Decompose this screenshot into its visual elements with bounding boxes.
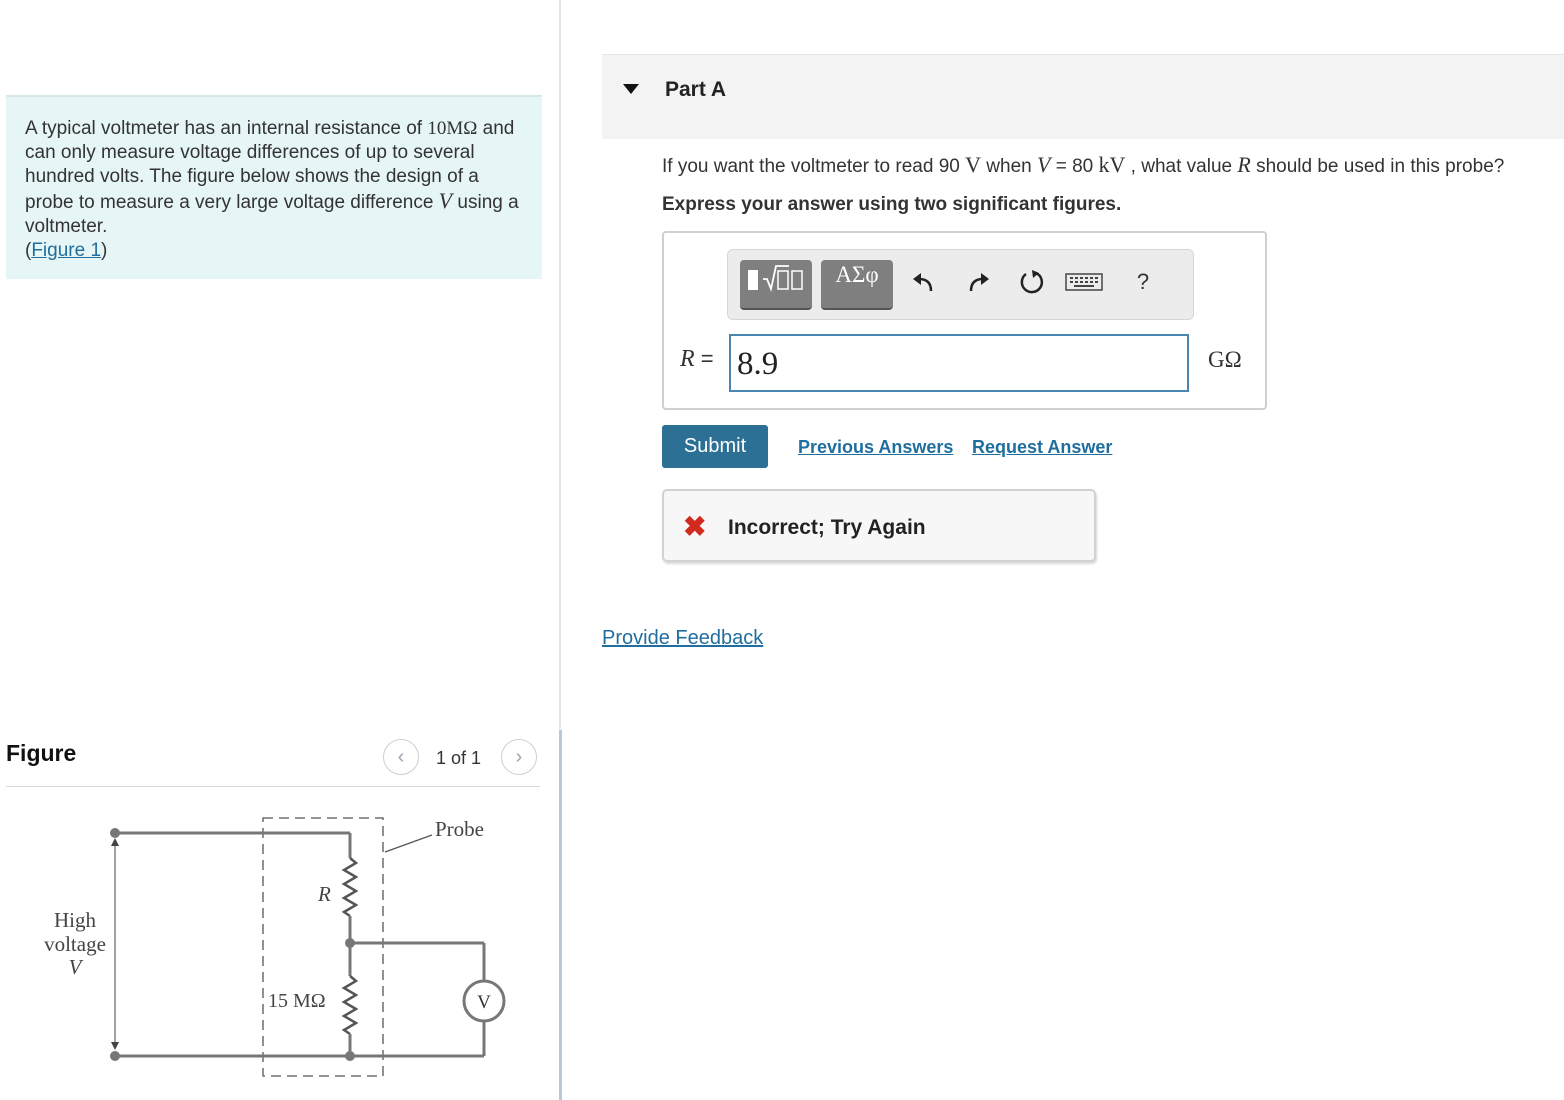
probe-boundary: [263, 818, 383, 1076]
undo-icon[interactable]: [910, 268, 936, 296]
probe-label: Probe: [435, 817, 484, 841]
panel-resize-handle[interactable]: [559, 730, 562, 1100]
instruction-text: Express your answer using two significant figures.: [662, 194, 1122, 215]
part-title[interactable]: Part A: [665, 78, 727, 101]
figure-link-open: (: [25, 240, 32, 261]
chevron-right-icon: ›: [515, 745, 523, 768]
help-button[interactable]: ?: [1136, 269, 1150, 294]
voltage-arrow-bottom: [111, 1042, 119, 1050]
problem-intro: [6, 95, 542, 279]
figure-title: Figure: [6, 740, 77, 766]
answer-label: [680, 346, 714, 373]
question-part: If you want the voltmeter to read 90: [662, 156, 966, 177]
greek-symbols-button[interactable]: ΑΣφ: [821, 260, 893, 310]
intro-text-2: and can only measure voltage differences of up to several hundred volts. The figure below shows the design of a probe to measure a very large voltage difference: [25, 118, 515, 213]
question-unit-v: V: [965, 152, 981, 177]
resistor-fixed-label: 15 MΩ: [268, 990, 326, 1012]
reset-icon[interactable]: [1019, 268, 1045, 296]
probe-leader: [385, 835, 432, 852]
question-var-r: R: [1237, 152, 1251, 177]
previous-answers-link[interactable]: Previous Answers: [798, 437, 954, 457]
templates-button[interactable]: [740, 260, 812, 310]
question-unit-kv: kV: [1098, 152, 1126, 177]
caret-down-icon[interactable]: [623, 84, 639, 94]
voltage-arrow-top: [111, 838, 119, 846]
figure-prev-button[interactable]: [383, 739, 419, 775]
figure-divider: [6, 786, 540, 787]
bottom-terminal: [110, 1051, 120, 1061]
figure-count: 1 of 1: [436, 748, 482, 768]
question-var-v: V: [1036, 152, 1051, 177]
answer-unit: GΩ: [1208, 347, 1242, 372]
submit-button[interactable]: Submit: [662, 425, 768, 468]
bottom-node: [345, 1051, 355, 1061]
answer-label-eq: =: [694, 346, 714, 371]
templates-icon: [745, 262, 807, 294]
part-a-header[interactable]: [602, 54, 1564, 139]
voltage-var-label: V: [68, 955, 82, 979]
question-part: should be used in this probe?: [1250, 156, 1505, 177]
voltmeter-label: V: [477, 992, 491, 1013]
resistor-r: [344, 858, 356, 916]
answer-input[interactable]: [729, 334, 1189, 392]
intro-text: A typical voltmeter has an internal resistance of: [25, 118, 428, 139]
resistor-r-label: R: [318, 882, 331, 906]
figure-link-close: ): [101, 240, 108, 261]
question-part: when: [981, 156, 1037, 177]
top-terminal: [110, 828, 120, 838]
figure-link[interactable]: Figure 1: [31, 240, 102, 261]
resistor-15mohm: [344, 976, 356, 1034]
intro-var: V: [438, 188, 453, 213]
chevron-left-icon: ‹: [397, 745, 405, 768]
feedback-text: Incorrect; Try Again: [728, 516, 926, 539]
answer-label-var: R: [680, 346, 695, 372]
intro-resistance: 10MΩ: [427, 118, 478, 139]
keyboard-icon[interactable]: [1065, 268, 1103, 296]
circuit-diagram: [0, 790, 545, 1095]
question-part: = 80: [1050, 156, 1099, 177]
figure-next-button[interactable]: [501, 739, 537, 775]
redo-icon[interactable]: [966, 268, 992, 296]
provide-feedback-link[interactable]: Provide Feedback: [602, 627, 764, 649]
high-label: High: [54, 908, 96, 932]
intro-text-3: using a voltmeter.: [25, 192, 519, 237]
request-answer-link[interactable]: Request Answer: [972, 437, 1113, 457]
voltage-label: voltage: [44, 932, 106, 956]
close-x-icon: ✖: [683, 511, 707, 542]
question-text: [662, 152, 1504, 178]
question-part: , what value: [1125, 156, 1238, 177]
